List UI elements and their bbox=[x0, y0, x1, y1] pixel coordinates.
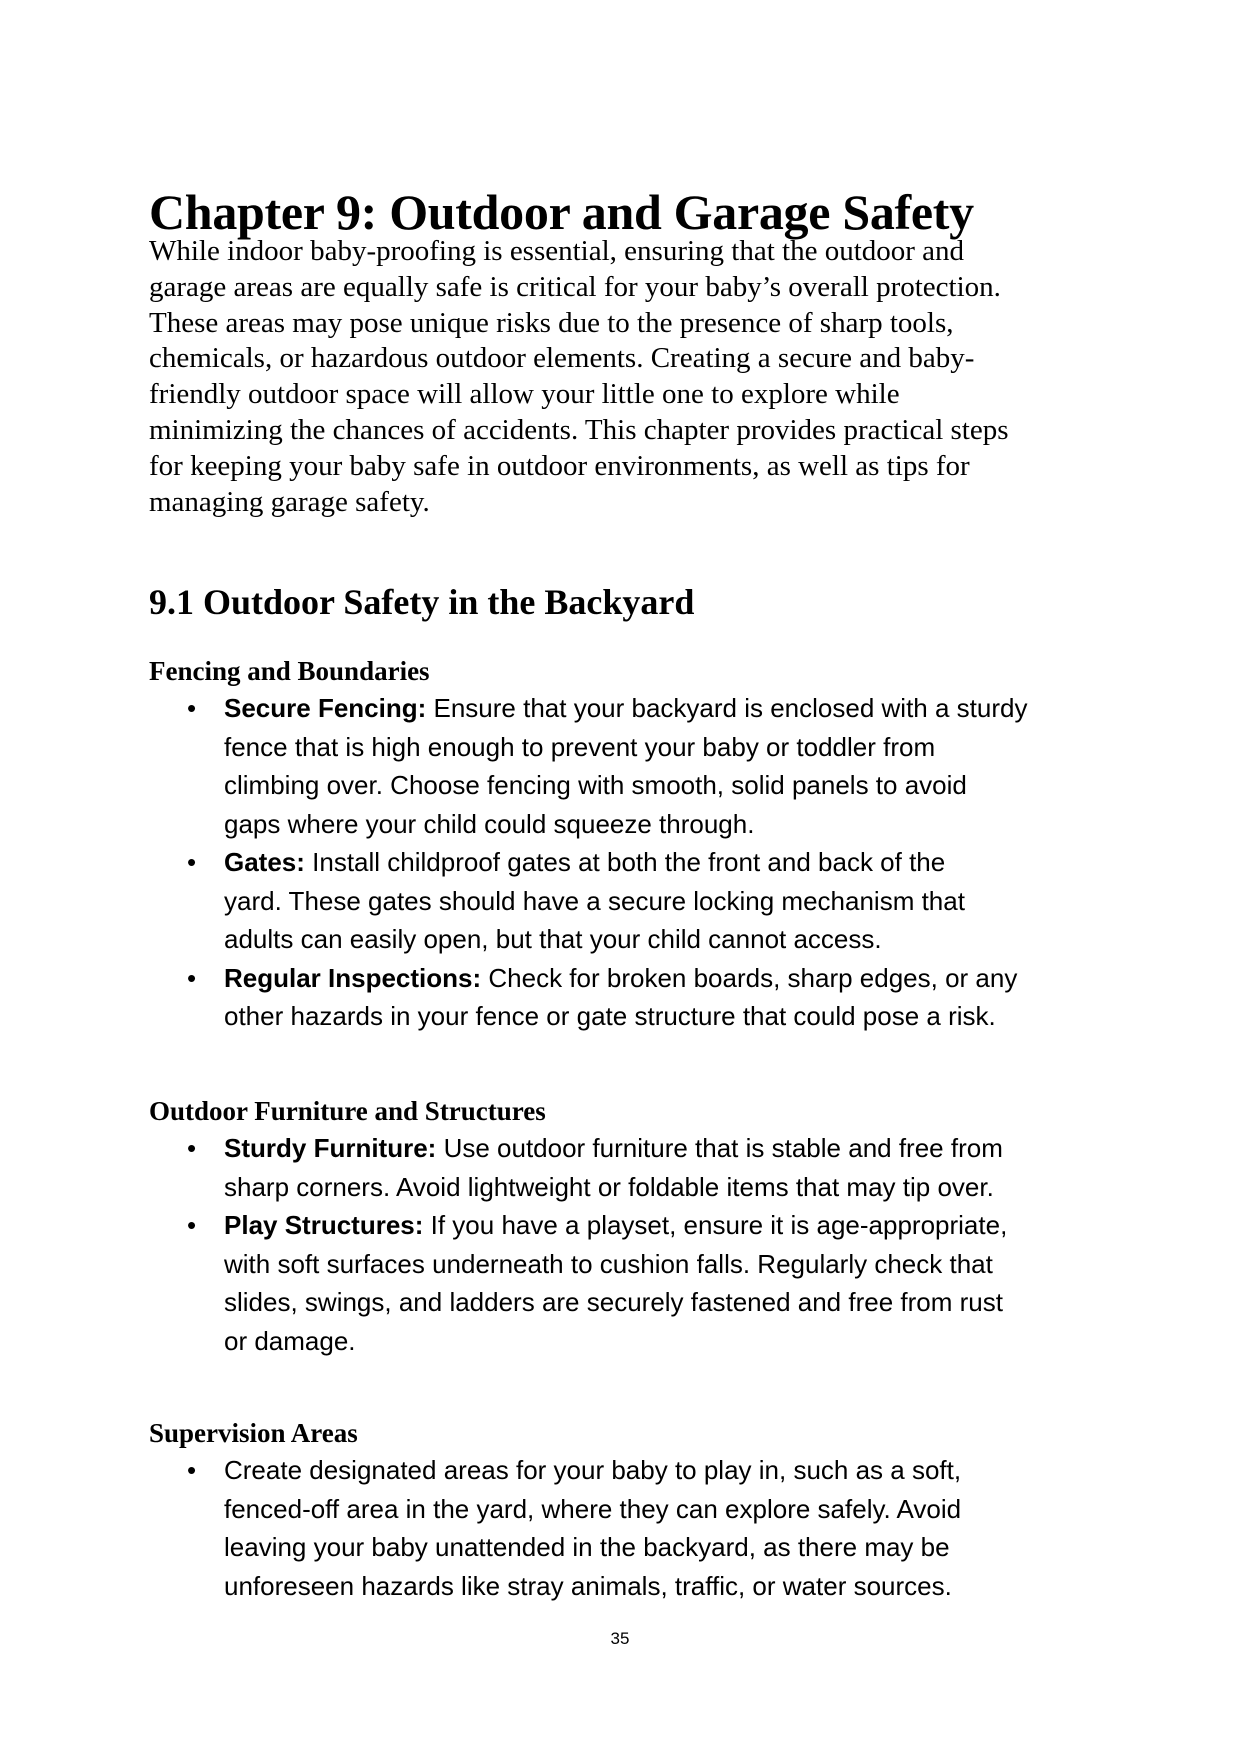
bullet-text: unforeseen hazards like stray animals, traffic, or water sources. bbox=[224, 1570, 952, 1601]
list-item bbox=[149, 689, 1109, 843]
bullet-text: adults can easily open, but that your child cannot access. bbox=[224, 924, 882, 954]
list-item bbox=[149, 1451, 1109, 1605]
list-item bbox=[149, 843, 1109, 959]
fencing-bullet-list bbox=[149, 689, 1109, 1036]
bullet-label: Regular Inspections: bbox=[224, 962, 482, 993]
list-item bbox=[149, 1206, 1109, 1360]
bullet-icon: • bbox=[187, 962, 197, 993]
bullet-text: Install childproof gates at both the front and back of the bbox=[304, 847, 946, 877]
bullet-text: other hazards in your fence or gate structure that could pose a risk. bbox=[224, 1001, 996, 1031]
subheading-supervision: Supervision Areas bbox=[149, 1418, 358, 1448]
bullet-text: fence that is high enough to prevent your baby or toddler from bbox=[224, 731, 936, 762]
bullet-icon: • bbox=[187, 847, 197, 877]
bullet-icon: • bbox=[187, 1133, 197, 1163]
subheading-fencing: Fencing and Boundaries bbox=[149, 656, 430, 686]
bullet-text: Create designated areas for your baby to play in, such as a soft, bbox=[224, 1455, 962, 1485]
bullet-text: Ensure that your backyard is enclosed with a sturdy bbox=[426, 693, 1028, 723]
bullet-label: Gates: bbox=[224, 847, 305, 877]
intro-paragraph bbox=[149, 234, 1099, 520]
section-heading: 9.1 Outdoor Safety in the Backyard bbox=[149, 581, 695, 622]
bullet-icon: • bbox=[187, 1455, 197, 1485]
chapter-title: Chapter 9: Outdoor and Garage Safety bbox=[149, 183, 974, 240]
bullet-icon: • bbox=[187, 1210, 197, 1240]
supervision-bullet-list bbox=[149, 1451, 1109, 1605]
bullet-text: gaps where your child could squeeze through. bbox=[224, 808, 755, 839]
list-item bbox=[149, 1129, 1109, 1206]
furniture-bullet-list bbox=[149, 1129, 1109, 1360]
intro-line: for keeping your baby safe in outdoor environments, as well as tips for bbox=[149, 449, 970, 482]
bullet-text: slides, swings, and ladders are securely fastened and free from rust bbox=[224, 1287, 1003, 1317]
page-number: 35 bbox=[610, 1629, 630, 1648]
bullet-text: leaving your baby unattended in the backyard, as there may be bbox=[224, 1532, 950, 1562]
bullet-label: Sturdy Furniture: bbox=[224, 1133, 437, 1163]
intro-line: chemicals, or hazardous outdoor elements. Creating a secure and baby- bbox=[149, 342, 975, 375]
bullet-label: Secure Fencing: bbox=[224, 693, 427, 723]
bullet-text: climbing over. Choose fencing with smooth, solid panels to avoid bbox=[224, 770, 967, 800]
bullet-text: with soft surfaces underneath to cushion falls. Regularly check that bbox=[224, 1248, 993, 1279]
bullet-text: yard. These gates should have a secure locking mechanism that bbox=[224, 885, 965, 916]
bullet-text: or damage. bbox=[224, 1325, 356, 1356]
bullet-icon: • bbox=[187, 693, 197, 723]
intro-line: These areas may pose unique risks due to the presence of sharp tools, bbox=[149, 306, 954, 339]
intro-line: friendly outdoor space will allow your little one to explore while bbox=[149, 378, 900, 411]
intro-line: minimizing the chances of accidents. This chapter provides practical steps bbox=[149, 413, 1009, 446]
intro-line: While indoor baby-proofing is essential, ensuring that the outdoor and bbox=[149, 235, 965, 267]
bullet-text: sharp corners. Avoid lightweight or foldable items that may tip over. bbox=[224, 1171, 994, 1202]
bullet-text: fenced-off area in the yard, where they can explore safely. Avoid bbox=[224, 1493, 962, 1524]
bullet-text: If you have a playset, ensure it is age-appropriate, bbox=[423, 1210, 1008, 1240]
bullet-text: Check for broken boards, sharp edges, or any bbox=[481, 962, 1018, 993]
intro-line: managing garage safety. bbox=[149, 485, 430, 518]
list-item bbox=[149, 959, 1109, 1036]
bullet-text: Use outdoor furniture that is stable and free from bbox=[436, 1133, 1003, 1163]
bullet-label: Play Structures: bbox=[224, 1210, 424, 1240]
subheading-furniture: Outdoor Furniture and Structures bbox=[149, 1096, 546, 1126]
intro-line: garage areas are equally safe is critical for your baby’s overall protection. bbox=[149, 270, 1001, 303]
